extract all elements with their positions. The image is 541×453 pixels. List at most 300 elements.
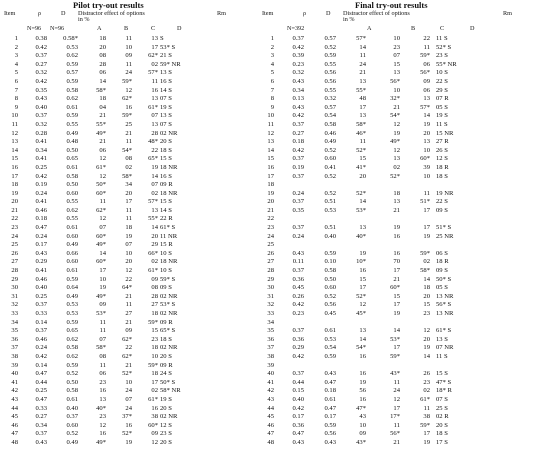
final-cell-item: 37 [267, 344, 274, 352]
pilot-cell-c: 28 [151, 129, 158, 137]
pilot-cell-item: 33 [11, 310, 18, 317]
final-cell-p: 0.36 [292, 421, 304, 429]
final-cell-item: 15 [267, 155, 274, 163]
pilot-cell-d-rm: 14 S [160, 86, 172, 94]
pilot-row [0, 344, 255, 353]
pilot-cell-d: 0.53 [66, 310, 78, 317]
final-header-distractor: Distractor effect of options [343, 10, 410, 17]
pilot-header-b: B [124, 25, 129, 32]
final-cell-b: 17 [393, 344, 400, 352]
pilot-cell-a: 12 [99, 155, 106, 163]
final-cell-p: 0.43 [292, 438, 304, 446]
pilot-cell-item: 10 [11, 112, 18, 120]
final-cell-item: 18 [267, 181, 274, 189]
pilot-cell-item: 16 [11, 163, 18, 171]
final-cell-a: 19 [359, 249, 366, 257]
final-cell-b: 12 [393, 120, 400, 128]
pilot-cell-item: 37 [11, 344, 18, 352]
final-cell-d-rm: 18 R [436, 258, 449, 266]
pilot-cell-item: 23 [11, 224, 18, 232]
pilot-cell-d: 0.55 [66, 215, 78, 223]
pilot-cell-d-rm: 02 NR [160, 413, 178, 421]
final-cell-a: 14 [359, 198, 366, 206]
final-cell-p: 0.23 [292, 60, 304, 68]
final-cell-c: 09 [423, 77, 430, 85]
final-cell-d-rm: 50* S [436, 275, 452, 283]
final-cell-c: 38 [423, 413, 430, 421]
final-cell-b: 13 [393, 198, 400, 206]
final-cell-c: 20 [423, 335, 430, 343]
pilot-cell-d-rm: 61* S [160, 224, 176, 232]
pilot-row [0, 181, 255, 190]
final-cell-d-rm: 07 S [436, 395, 448, 403]
final-cell-a: 13 [359, 112, 366, 120]
pilot-cell-item: 3 [14, 52, 18, 60]
pilot-cell-b: 10 [125, 378, 132, 386]
pilot-cell-c: 10 [151, 352, 158, 360]
final-cell-a: 24 [359, 60, 366, 68]
final-row [258, 405, 541, 414]
pilot-cell-p: 0.25 [35, 387, 47, 395]
final-cell-p: 0.43 [292, 77, 304, 85]
pilot-cell-c: 23 [151, 335, 158, 343]
pilot-cell-p: 0.33 [35, 404, 47, 412]
pilot-cell-d-rm: 15 S [160, 198, 172, 206]
pilot-cell-c: 22 [151, 146, 158, 154]
final-cell-p: 0.37 [292, 327, 304, 335]
final-cell-item: 6 [270, 77, 274, 85]
pilot-cell-d: 0.61 [66, 103, 78, 111]
final-cell-c: 23 [423, 378, 430, 386]
final-cell-b: 07 [393, 52, 400, 60]
pilot-cell-a: 49* [96, 438, 106, 446]
final-cell-item: 31 [267, 292, 274, 300]
pilot-cell-b: 12 [125, 86, 132, 94]
pilot-cell-d: 0.66 [66, 249, 78, 257]
pilot-cell-p: 0.41 [35, 267, 47, 275]
pilot-cell-c: 66* [148, 249, 158, 257]
final-cell-p: 0.11 [292, 258, 304, 266]
pilot-cell-p: 0.47 [35, 370, 47, 378]
pilot-cell-a: 12 [99, 172, 106, 180]
pilot-cell-b: 62* [122, 335, 132, 343]
final-cell-item: 19 [267, 189, 274, 197]
pilot-cell-d-rm: 15 R [160, 241, 173, 249]
final-cell-d: 0.56 [324, 430, 336, 438]
final-cell-p: 0.42 [292, 301, 304, 309]
pilot-cell-a: 62* [96, 206, 106, 214]
final-cell-d: 0.54 [324, 344, 336, 352]
pilot-cell-a: 08 [99, 52, 106, 60]
pilot-cell-p: 0.25 [35, 163, 47, 171]
final-cell-p: 0.37 [292, 198, 304, 206]
pilot-cell-b: 64* [122, 284, 132, 292]
final-cell-b: 19 [393, 129, 400, 137]
final-cell-item: 26 [267, 249, 274, 257]
final-cell-c: 59* [420, 421, 430, 429]
pilot-row [0, 413, 255, 422]
pilot-row [0, 293, 255, 302]
pilot-cell-d-rm: 50* S [160, 378, 176, 386]
pilot-cell-d-rm: 13 S [160, 69, 172, 77]
final-cell-a: 19 [359, 378, 366, 386]
pilot-cell-a: 49* [96, 292, 106, 300]
pilot-cell-p: 0.41 [35, 138, 47, 146]
pilot-cell-d: 0.53 [66, 43, 78, 51]
pilot-cell-a: 16 [99, 430, 106, 438]
final-cell-d: 0.52 [324, 43, 336, 51]
pilot-cell-a: 06 [99, 146, 106, 154]
final-cell-a: 14 [359, 335, 366, 343]
pilot-cell-a: 55* [96, 120, 106, 128]
final-cell-b: 12 [393, 395, 400, 403]
pilot-cell-b: 02 [125, 163, 132, 171]
pilot-row [0, 190, 255, 199]
final-cell-a: 45* [356, 310, 366, 317]
pilot-cell-c: 02 [151, 60, 158, 68]
final-cell-c: 02 [423, 258, 430, 266]
pilot-cell-b: 22 [125, 344, 132, 352]
final-cell-item: 21 [267, 206, 274, 214]
pilot-cell-c: 18 [151, 310, 158, 317]
pilot-row [0, 52, 255, 61]
pilot-cell-d-rm: 24 S [160, 370, 172, 378]
pilot-cell-item: 34 [11, 318, 18, 326]
pilot-cell-p: 0.33 [35, 310, 47, 317]
pilot-cell-a: 08 [99, 352, 106, 360]
pilot-cell-d: 0.62 [66, 95, 78, 103]
pilot-cell-p: 0.37 [35, 430, 47, 438]
final-cell-d: 0.57 [324, 35, 336, 42]
pilot-cell-item: 28 [11, 267, 18, 275]
pilot-row [0, 112, 255, 121]
final-cell-c: 20 [423, 292, 430, 300]
pilot-cell-item: 12 [11, 129, 18, 137]
pilot-cell-item: 2 [14, 43, 18, 51]
final-cell-item: 48 [267, 438, 274, 446]
pilot-cell-d: 0.65 [66, 155, 78, 163]
final-row [258, 215, 541, 224]
final-row [258, 121, 541, 130]
final-row [258, 233, 541, 242]
final-cell-a: 46* [356, 129, 366, 137]
pilot-cell-d-rm: 20 S [160, 404, 172, 412]
final-cell-b: 10 [393, 35, 400, 42]
pilot-row [0, 241, 255, 250]
final-cell-p: 0.42 [292, 404, 304, 412]
final-cell-item: 17 [267, 172, 274, 180]
pilot-cell-p: 0.27 [35, 60, 47, 68]
final-cell-d: 0.51 [324, 224, 336, 232]
pilot-row [0, 87, 255, 96]
final-cell-d-rm: 09 S [436, 206, 448, 214]
pilot-cell-d-rm: 19 S [160, 395, 172, 403]
pilot-cell-a: 23 [99, 413, 106, 421]
pilot-cell-d: 0.58 [66, 86, 78, 94]
final-cell-b: 18 [393, 189, 400, 197]
pilot-cell-b: 21 [125, 129, 132, 137]
final-cell-p: 0.44 [292, 378, 304, 386]
pilot-cell-item: 41 [11, 378, 18, 386]
final-row [258, 413, 541, 422]
pilot-cell-p: 0.14 [35, 318, 47, 326]
final-cell-d-rm: 17 S [436, 438, 448, 446]
final-row [258, 87, 541, 96]
pilot-cell-item: 17 [11, 172, 18, 180]
pilot-cell-b: 59* [122, 112, 132, 120]
final-cell-p: 0.43 [292, 103, 304, 111]
final-cell-b: 17 [393, 404, 400, 412]
pilot-cell-c: 61* [148, 395, 158, 403]
pilot-cell-b: 11 [125, 138, 132, 146]
final-cell-d: 0.56 [324, 69, 336, 77]
final-row [258, 130, 541, 139]
final-cell-item: 3 [270, 52, 274, 60]
pilot-cell-c: 09 [151, 275, 158, 283]
final-cell-d-rm: 18 S [436, 430, 448, 438]
final-cell-a: 17 [359, 103, 366, 111]
final-cell-c: 14 [423, 112, 430, 120]
final-cell-d-rm: 07 NR [436, 344, 454, 352]
pilot-cell-b: 09 [125, 327, 132, 335]
final-cell-a: 58* [356, 120, 366, 128]
pilot-cell-item: 18 [11, 181, 18, 189]
final-cell-p: 0.37 [292, 267, 304, 275]
pilot-cell-d: 0.65 [66, 327, 78, 335]
final-cell-p: 0.36 [292, 275, 304, 283]
final-row [258, 250, 541, 259]
final-cell-item: 20 [267, 198, 274, 206]
pilot-cell-b: 37* [122, 413, 132, 421]
final-cell-c: 19 [423, 438, 430, 446]
final-cell-d: 0.60 [324, 155, 336, 163]
pilot-cell-a: 60* [96, 258, 106, 266]
pilot-header-distractor: Distractor effect of options [78, 10, 145, 17]
pilot-cell-d: 0.58 [66, 344, 78, 352]
pilot-cell-d-rm: 07 S [160, 95, 172, 103]
final-cell-item: 45 [267, 413, 274, 421]
pilot-cell-b: 19 [125, 438, 132, 446]
final-cell-d-rm: 20 S [436, 421, 448, 429]
pilot-cell-c: 08 [151, 284, 158, 292]
final-cell-item: 8 [270, 95, 274, 103]
pilot-cell-p: 0.47 [35, 224, 47, 232]
pilot-cell-d-rm: 23 S [160, 430, 172, 438]
final-cell-b: 21 [393, 206, 400, 214]
final-cell-d: 0.56 [324, 77, 336, 85]
pilot-cell-p: 0.37 [35, 112, 47, 120]
final-cell-d: 0.59 [324, 352, 336, 360]
final-cell-c: 61* [420, 395, 430, 403]
final-cell-b: 17 [393, 267, 400, 275]
final-cell-p: 0.37 [292, 370, 304, 378]
final-header-rm: Rm [503, 10, 512, 17]
pilot-cell-d: 0.57 [66, 69, 78, 77]
final-cell-p: 0.47 [292, 430, 304, 438]
pilot-cell-c: 57* [148, 198, 158, 206]
final-cell-a: 20 [359, 172, 366, 180]
pilot-cell-d-rm: 09 S [160, 284, 172, 292]
pilot-row [0, 319, 255, 328]
final-cell-p: 0.43 [292, 249, 304, 257]
pilot-cell-a: 20 [99, 43, 106, 51]
pilot-row [0, 310, 255, 319]
final-row [258, 190, 541, 199]
pilot-cell-c: 59* [148, 361, 158, 369]
pilot-cell-p: 0.34 [35, 421, 47, 429]
final-cell-d-rm: 22 S [436, 77, 448, 85]
final-cell-a: 56 [359, 387, 366, 395]
pilot-cell-p: 0.43 [35, 249, 47, 257]
final-cell-item: 40 [267, 370, 274, 378]
final-cell-d: 0.43 [324, 438, 336, 446]
pilot-row [0, 301, 255, 310]
final-cell-a: 40* [356, 232, 366, 240]
pilot-cell-a: 11 [99, 327, 106, 335]
pilot-cell-item: 40 [11, 370, 18, 378]
pilot-cell-p: 0.43 [35, 438, 47, 446]
pilot-row [0, 353, 255, 362]
final-cell-b: 13 [393, 155, 400, 163]
pilot-cell-c: 15 [151, 327, 158, 335]
pilot-header-d: D [61, 10, 66, 17]
final-row [258, 353, 541, 362]
final-cell-p: 0.34 [292, 86, 304, 94]
final-row [258, 430, 541, 439]
pilot-cell-p: 0.47 [35, 395, 47, 403]
final-cell-c: 20 [423, 129, 430, 137]
final-cell-d: 0.47 [324, 378, 336, 386]
pilot-cell-d-rm: 59* NR [160, 60, 181, 68]
pilot-cell-d-rm: S [160, 35, 164, 42]
pilot-cell-a: 07 [99, 224, 106, 232]
final-cell-c: 23 [423, 310, 430, 317]
final-cell-b: 17* [390, 413, 400, 421]
pilot-cell-d: 0.48 [66, 138, 78, 146]
pilot-cell-item: 5 [14, 69, 18, 77]
pilot-cell-d-rm: 53* S [160, 43, 176, 51]
final-cell-c: 56* [420, 69, 430, 77]
pilot-row [0, 61, 255, 70]
final-cell-p: 0.13 [292, 95, 304, 103]
final-cell-c: 19 [423, 344, 430, 352]
pilot-cell-b: 20 [125, 258, 132, 266]
pilot-cell-c: 38 [151, 413, 158, 421]
final-cell-c: 39 [423, 163, 430, 171]
final-cell-c: 59* [420, 52, 430, 60]
final-cell-c: 18 [423, 284, 430, 292]
final-cell-b: 56* [390, 430, 400, 438]
pilot-cell-a: 49* [96, 241, 106, 249]
pilot-cell-a: 28 [99, 60, 106, 68]
final-cell-b: 43* [390, 370, 400, 378]
final-cell-c: 06 [423, 60, 430, 68]
final-cell-p: 0.19 [292, 163, 304, 171]
pilot-cell-d: 0.62 [66, 352, 78, 360]
pilot-cell-p: 0.46 [35, 335, 47, 343]
pilot-table [0, 35, 255, 448]
final-row [258, 267, 541, 276]
pilot-cell-d: 0.61 [66, 267, 78, 275]
final-cell-a: 43 [359, 413, 366, 421]
pilot-cell-d: 0.52 [66, 430, 78, 438]
final-cell-b: 24 [393, 387, 400, 395]
pilot-row [0, 379, 255, 388]
final-row [258, 138, 541, 147]
pilot-row [0, 95, 255, 104]
final-cell-item: 10 [267, 112, 274, 120]
pilot-cell-item: 31 [11, 292, 18, 300]
pilot-cell-d-rm: 14 S [160, 206, 172, 214]
pilot-cell-b: 16 [125, 103, 132, 111]
final-row [258, 310, 541, 319]
pilot-header-n: N=96 [27, 25, 42, 32]
final-cell-item: 25 [267, 241, 274, 249]
final-cell-p: 0.37 [292, 35, 304, 42]
final-row [258, 293, 541, 302]
final-header-b: B [411, 25, 416, 32]
final-cell-d: 0.10 [324, 258, 336, 266]
pilot-row [0, 164, 255, 173]
final-cell-d: 0.59 [324, 52, 336, 60]
final-cell-item: 32 [267, 301, 274, 309]
final-cell-d-rm: 09 S [436, 267, 448, 275]
pilot-cell-b: 25 [125, 120, 132, 128]
final-cell-p: 0.37 [292, 172, 304, 180]
pilot-cell-p: 0.37 [35, 327, 47, 335]
final-cell-d-rm: 61* S [436, 327, 452, 335]
pilot-row [0, 44, 255, 53]
pilot-cell-p: 0.42 [35, 352, 47, 360]
pilot-cell-b: 62* [122, 352, 132, 360]
final-cell-c: 17 [423, 224, 430, 232]
final-cell-c: 14 [423, 352, 430, 360]
pilot-cell-c: 17 [151, 43, 158, 51]
pilot-cell-item: 35 [11, 327, 18, 335]
final-cell-c: 11 [423, 43, 430, 51]
final-cell-p: 0.42 [292, 146, 304, 154]
final-cell-b: 17 [393, 301, 400, 309]
pilot-cell-d-rm: 09 R [160, 318, 173, 326]
final-cell-d-rm: 06 S [436, 249, 448, 257]
final-cell-d-rm: 18 S [436, 172, 448, 180]
pilot-cell-b: 07 [125, 241, 132, 249]
pilot-cell-d-rm: 18 NR [160, 163, 178, 171]
final-cell-a: 41* [356, 163, 366, 171]
final-cell-d-rm: 15 NR [436, 129, 454, 137]
final-cell-d-rm: 05 S [436, 284, 448, 292]
final-cell-p: 0.32 [292, 69, 304, 77]
final-cell-item: 38 [267, 352, 274, 360]
pilot-cell-a: 09 [99, 301, 106, 309]
final-cell-item: 27 [267, 258, 274, 266]
pilot-cell-d: 0.58 [66, 172, 78, 180]
pilot-cell-d: 0.59 [66, 275, 78, 283]
pilot-cell-d-rm: 10 S [160, 267, 172, 275]
pilot-cell-d: 0.61 [66, 224, 78, 232]
final-row [258, 95, 541, 104]
final-cell-b: 56* [390, 77, 400, 85]
pilot-cell-p: 0.18 [35, 215, 47, 223]
pilot-cell-c: 16 [151, 404, 158, 412]
pilot-cell-c: 29 [151, 241, 158, 249]
pilot-cell-p: 0.34 [35, 146, 47, 154]
final-cell-c: 10 [423, 146, 430, 154]
pilot-cell-d-rm: 22 R [160, 215, 173, 223]
final-cell-b: 15 [393, 60, 400, 68]
final-cell-d: 0.17 [324, 413, 336, 421]
final-cell-item: 7 [270, 86, 274, 94]
